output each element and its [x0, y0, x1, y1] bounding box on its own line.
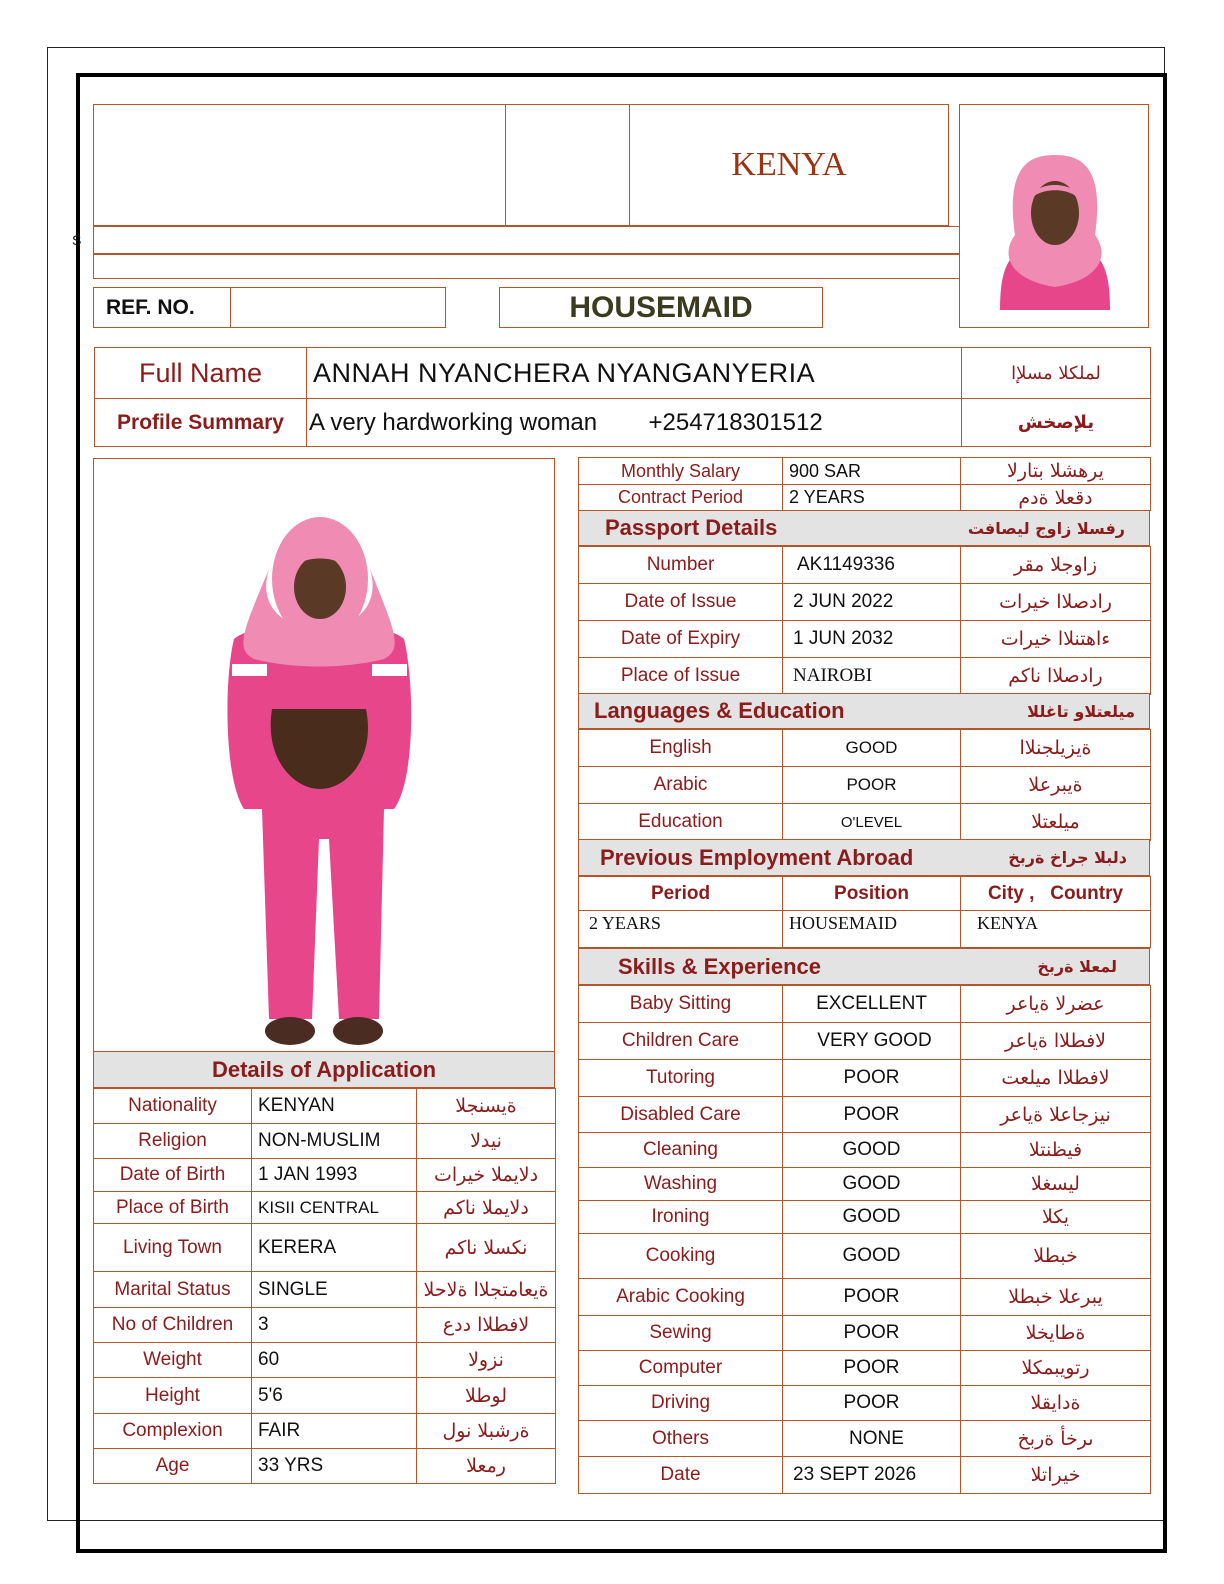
- languages-row-label: English: [579, 730, 783, 767]
- skills-row-value: EXCELLENT: [783, 986, 961, 1023]
- languages-table: [578, 729, 1151, 841]
- passport-row-arabic: زاوجلا مقر: [961, 547, 1151, 584]
- skills-row-arabic: ةدايقلا: [961, 1386, 1151, 1421]
- employment-row-location: KENYA: [961, 911, 1151, 948]
- application-row-value: 3: [252, 1308, 417, 1343]
- profile-table: [94, 347, 1151, 447]
- application-row-label: Living Town: [94, 1224, 252, 1272]
- skills-row-label: Tutoring: [579, 1060, 783, 1097]
- profile-summary-arabic: يلإصخش: [962, 399, 1151, 447]
- passport-row-label: Date of Issue: [579, 584, 783, 621]
- application-row-value: 5'6: [252, 1378, 417, 1414]
- skills-row-label: Children Care: [579, 1023, 783, 1060]
- application-row-arabic: رمعلا: [417, 1449, 556, 1484]
- application-row-value: KENYAN: [252, 1089, 417, 1124]
- portrait-photo: [959, 104, 1149, 328]
- application-section-header: [93, 1051, 555, 1088]
- application-row-label: Place of Birth: [94, 1192, 252, 1224]
- contract-row-label: Contract Period: [579, 485, 783, 511]
- skills-title-arabic: لمعلا ةربخ: [1037, 957, 1117, 976]
- languages-title: Languages & Education: [594, 698, 845, 723]
- header-logo-box: [93, 104, 506, 226]
- skills-row-arabic: خبطلا: [961, 1234, 1151, 1279]
- header-strip-1: [93, 226, 960, 254]
- application-row-arabic: ةرشبلا نول: [417, 1414, 556, 1449]
- employment-title: Previous Employment Abroad: [600, 844, 914, 870]
- passport-row-arabic: رادصلاا ناكم: [961, 658, 1151, 695]
- full-body-photo: [93, 458, 555, 1052]
- skills-row-label: Arabic Cooking: [579, 1279, 783, 1316]
- skills-title: Skills & Experience: [618, 953, 821, 979]
- application-row-arabic: لوطلا: [417, 1378, 556, 1414]
- full-name-label: Full Name: [95, 348, 307, 399]
- full-body-illustration: [94, 459, 555, 1052]
- application-row-label: Marital Status: [94, 1272, 252, 1308]
- application-row-arabic: ةيسنجلا: [417, 1089, 556, 1124]
- languages-title-arabic: ميلعتلاو تاغللا: [1027, 701, 1135, 721]
- position-title: HOUSEMAID: [569, 290, 753, 324]
- skills-row-value: POOR: [783, 1097, 961, 1133]
- skills-row-arabic: رتويبمكلا: [961, 1351, 1151, 1386]
- skills-row-arabic: لافطلاا ةياعر: [961, 1023, 1151, 1060]
- application-row-label: Weight: [94, 1343, 252, 1378]
- skills-row-value: POOR: [783, 1279, 961, 1316]
- employment-row-period: 2 YEARS: [579, 911, 783, 948]
- skills-section-header: [578, 948, 1150, 985]
- skills-row-value: VERY GOOD: [783, 1023, 961, 1060]
- application-row-arabic: نيدلا: [417, 1124, 556, 1159]
- skills-row-arabic: ىرخأ ةربخ: [961, 1421, 1151, 1457]
- ref-label: REF. NO.: [94, 288, 231, 327]
- application-row-label: Date of Birth: [94, 1159, 252, 1192]
- languages-section-header: [578, 693, 1150, 729]
- employment-header-position: Position: [783, 877, 961, 911]
- employment-title-arabic: دلبلا جراخ ةربخ: [1008, 848, 1127, 867]
- skills-row-arabic: خيراتلا: [961, 1457, 1151, 1494]
- languages-row-arabic: ةيبرعلا: [961, 767, 1151, 804]
- application-row-value: SINGLE: [252, 1272, 417, 1308]
- application-row-arabic: نكسلا ناكم: [417, 1224, 556, 1272]
- profile-summary-text: A very hardworking woman: [309, 408, 598, 436]
- position-box: [499, 287, 823, 328]
- contract-row-value: 2 YEARS: [783, 485, 961, 511]
- passport-row-value: 2 JUN 2022: [783, 584, 961, 621]
- application-row-label: Religion: [94, 1124, 252, 1159]
- skills-row-label: Cooking: [579, 1234, 783, 1279]
- skills-row-value: POOR: [783, 1386, 961, 1421]
- header-strip-2: [93, 254, 960, 279]
- application-row-value: KERERA: [252, 1224, 417, 1272]
- skills-row-value: GOOD: [783, 1168, 961, 1201]
- contract-table: [578, 457, 1151, 511]
- skills-row-label: Sewing: [579, 1316, 783, 1351]
- passport-row-value: NAIROBI: [783, 658, 961, 695]
- passport-section-header: [578, 510, 1150, 546]
- skills-row-label: Baby Sitting: [579, 986, 783, 1023]
- header-mid-box: [505, 104, 630, 226]
- application-title: Details of Application: [211, 1056, 437, 1082]
- portrait-illustration: [960, 105, 1149, 328]
- skills-row-arabic: نيزجاعلا ةياعر: [961, 1097, 1151, 1133]
- passport-row-arabic: ءاهتنلاا خيرات: [961, 621, 1151, 658]
- application-row-arabic: دلايملا خيرات: [417, 1159, 556, 1192]
- languages-row-label: Arabic: [579, 767, 783, 804]
- application-row-arabic: دلايملا ناكم: [417, 1192, 556, 1224]
- contract-row-label: Monthly Salary: [579, 458, 783, 485]
- application-row-label: Nationality: [94, 1089, 252, 1124]
- contract-row-arabic: يرهشلا بتارلا: [961, 458, 1151, 485]
- skills-row-value: GOOD: [783, 1201, 961, 1234]
- application-row-label: Height: [94, 1378, 252, 1414]
- stray-mark: S: [72, 232, 82, 248]
- employment-header-location: City , Country: [961, 877, 1151, 911]
- skills-row-arabic: فيظنتلا: [961, 1133, 1151, 1168]
- application-row-arabic: نزولا: [417, 1343, 556, 1378]
- skills-row-arabic: لافطلاا ميلعت: [961, 1060, 1151, 1097]
- skills-row-label: Disabled Care: [579, 1097, 783, 1133]
- languages-row-arabic: ميلعتلا: [961, 804, 1151, 841]
- skills-row-value: GOOD: [783, 1133, 961, 1168]
- passport-row-arabic: رادصلاا خيرات: [961, 584, 1151, 621]
- profile-summary-cell: [307, 399, 962, 447]
- passport-table: [578, 546, 1151, 695]
- application-row-value: KISII CENTRAL: [252, 1192, 417, 1224]
- skills-row-value: NONE: [783, 1421, 961, 1457]
- skills-row-value: GOOD: [783, 1234, 961, 1279]
- skills-row-label: Driving: [579, 1386, 783, 1421]
- skills-row-label: Ironing: [579, 1201, 783, 1234]
- application-row-label: Age: [94, 1449, 252, 1484]
- skills-row-value: POOR: [783, 1316, 961, 1351]
- contract-row-arabic: دقعلا ةدم: [961, 485, 1151, 511]
- skills-row-value: POOR: [783, 1060, 961, 1097]
- languages-row-value: GOOD: [783, 730, 961, 767]
- application-row-label: Complexion: [94, 1414, 252, 1449]
- skills-row-label: Cleaning: [579, 1133, 783, 1168]
- application-row-value: 1 JAN 1993: [252, 1159, 417, 1192]
- application-table: [93, 1088, 556, 1484]
- ref-box: [93, 287, 446, 328]
- passport-row-label: Date of Expiry: [579, 621, 783, 658]
- profile-summary-label: Profile Summary: [95, 399, 307, 447]
- passport-title: Passport Details: [605, 515, 778, 540]
- skills-row-label: Computer: [579, 1351, 783, 1386]
- languages-row-arabic: ةيزيلجنلاا: [961, 730, 1151, 767]
- skills-row-label: Date: [579, 1457, 783, 1494]
- skills-table: [578, 985, 1151, 1494]
- application-row-arabic: لافطلاا ددع: [417, 1308, 556, 1343]
- languages-row-value: POOR: [783, 767, 961, 804]
- skills-row-arabic: يبرعلا خبطلا: [961, 1279, 1151, 1316]
- languages-row-label: Education: [579, 804, 783, 841]
- languages-row-value: O'LEVEL: [783, 804, 961, 841]
- application-row-label: No of Children: [94, 1308, 252, 1343]
- employment-table: [578, 876, 1151, 948]
- contract-row-value: 900 SAR: [783, 458, 961, 485]
- skills-row-arabic: ةطايخلا: [961, 1316, 1151, 1351]
- full-name-arabic: لملكلا مسلإا: [962, 348, 1151, 399]
- skills-row-label: Washing: [579, 1168, 783, 1201]
- skills-row-value: 23 SEPT 2026: [783, 1457, 961, 1494]
- country-box: [629, 104, 949, 226]
- skills-row-arabic: ليسغلا: [961, 1168, 1151, 1201]
- passport-row-label: Number: [579, 547, 783, 584]
- employment-header-period: Period: [579, 877, 783, 911]
- passport-row-value: 1 JUN 2032: [783, 621, 961, 658]
- skills-row-arabic: عضرلا ةياعر: [961, 986, 1151, 1023]
- application-row-arabic: ةيعامتجلاا ةلاحلا: [417, 1272, 556, 1308]
- skills-row-value: POOR: [783, 1351, 961, 1386]
- phone-number: +254718301512: [648, 408, 823, 436]
- passport-row-label: Place of Issue: [579, 658, 783, 695]
- passport-title-arabic: رفسلا زاوج ليصافت: [967, 518, 1125, 538]
- application-row-value: 33 YRS: [252, 1449, 417, 1484]
- application-row-value: NON-MUSLIM: [252, 1124, 417, 1159]
- country-title: KENYA: [731, 146, 847, 183]
- full-name-value: ANNAH NYANCHERA NYANGANYERIA: [307, 348, 962, 399]
- employment-section-header: [578, 839, 1150, 876]
- skills-row-arabic: يكلا: [961, 1201, 1151, 1234]
- skills-row-label: Others: [579, 1421, 783, 1457]
- passport-row-value: AK1149336: [783, 547, 961, 584]
- application-row-value: 60: [252, 1343, 417, 1378]
- employment-row-position: HOUSEMAID: [783, 911, 961, 948]
- ref-value: [231, 288, 445, 327]
- application-row-value: FAIR: [252, 1414, 417, 1449]
